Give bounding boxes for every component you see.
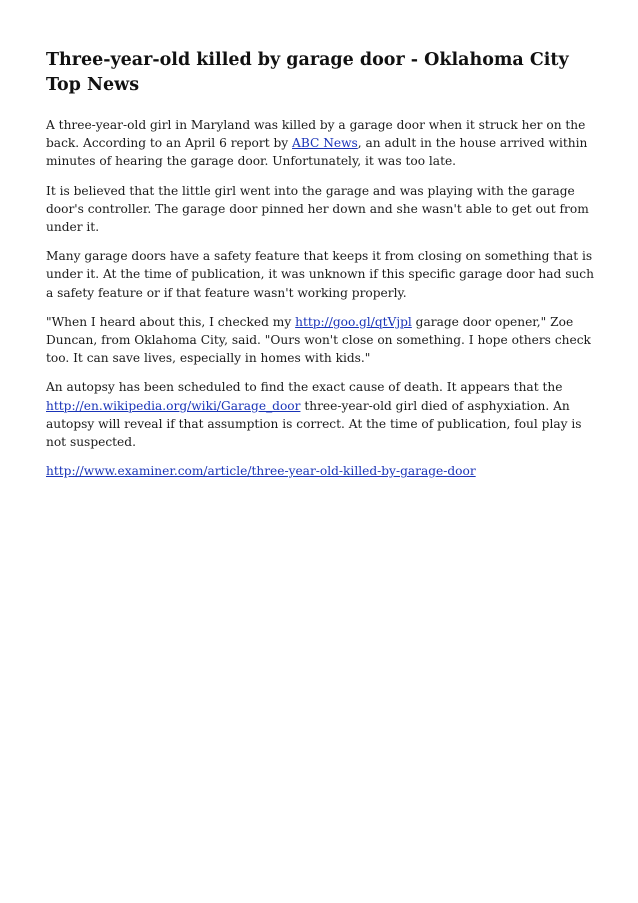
paragraph-1-text-start: A three-year-old girl in Maryland was killed by a garage door when it struck her on the back. According to an April 6 report by xyxy=(46,118,586,151)
paragraph-5-text-end: three-year-old girl died of asphyxiation. An autopsy will reveal if that assumption is correct. At the time of publication, foul play is not suspected. xyxy=(46,398,582,450)
paragraph-4-text-start: "When I heard about this, I checked my xyxy=(46,314,296,329)
article-title: Three-year-old killed by garage door - Oklahoma City Top News xyxy=(46,50,569,95)
paragraph-2: It is believed that the little girl went into the garage and was playing with the garage door's controller. The garage door pinned her down and she wasn't able to get out from under it. xyxy=(46,183,589,235)
paragraph-5 xyxy=(46,378,596,451)
abc-news-link[interactable]: ABC News xyxy=(292,136,358,151)
paragraph-5-text-start: An autopsy has been scheduled to find the exact cause of death. It appears that the xyxy=(46,380,563,395)
goo-gl-link[interactable]: http://goo.gl/qtVjpl xyxy=(295,314,412,329)
examiner-source-link[interactable]: http://www.examiner.com/article/three-year-old-killed-by-garage-door xyxy=(46,464,476,479)
paragraph-1-text-end: , an adult in the house arrived within minutes of hearing the garage door. Unfortunately, it was too late. xyxy=(46,136,588,169)
wikipedia-garage-door-link[interactable]: http://en.wikipedia.org/wiki/Garage_door xyxy=(46,398,301,413)
paragraph-1 xyxy=(46,116,596,171)
paragraph-3: Many garage doors have a safety feature that keeps it from closing on something that is under it. At the time of publication, it was unknown if this specific garage door had such a safety feature or if that feature wasn't working properly. xyxy=(46,249,594,300)
source-paragraph xyxy=(46,462,596,480)
document-page xyxy=(46,48,596,491)
paragraph-4 xyxy=(46,313,596,368)
paragraph-4-text-end: garage door opener," Zoe Duncan, from Oklahoma City, said. "Ours won't close on something. I hope others check too. It can save lives, especially in homes with kids." xyxy=(46,314,591,366)
